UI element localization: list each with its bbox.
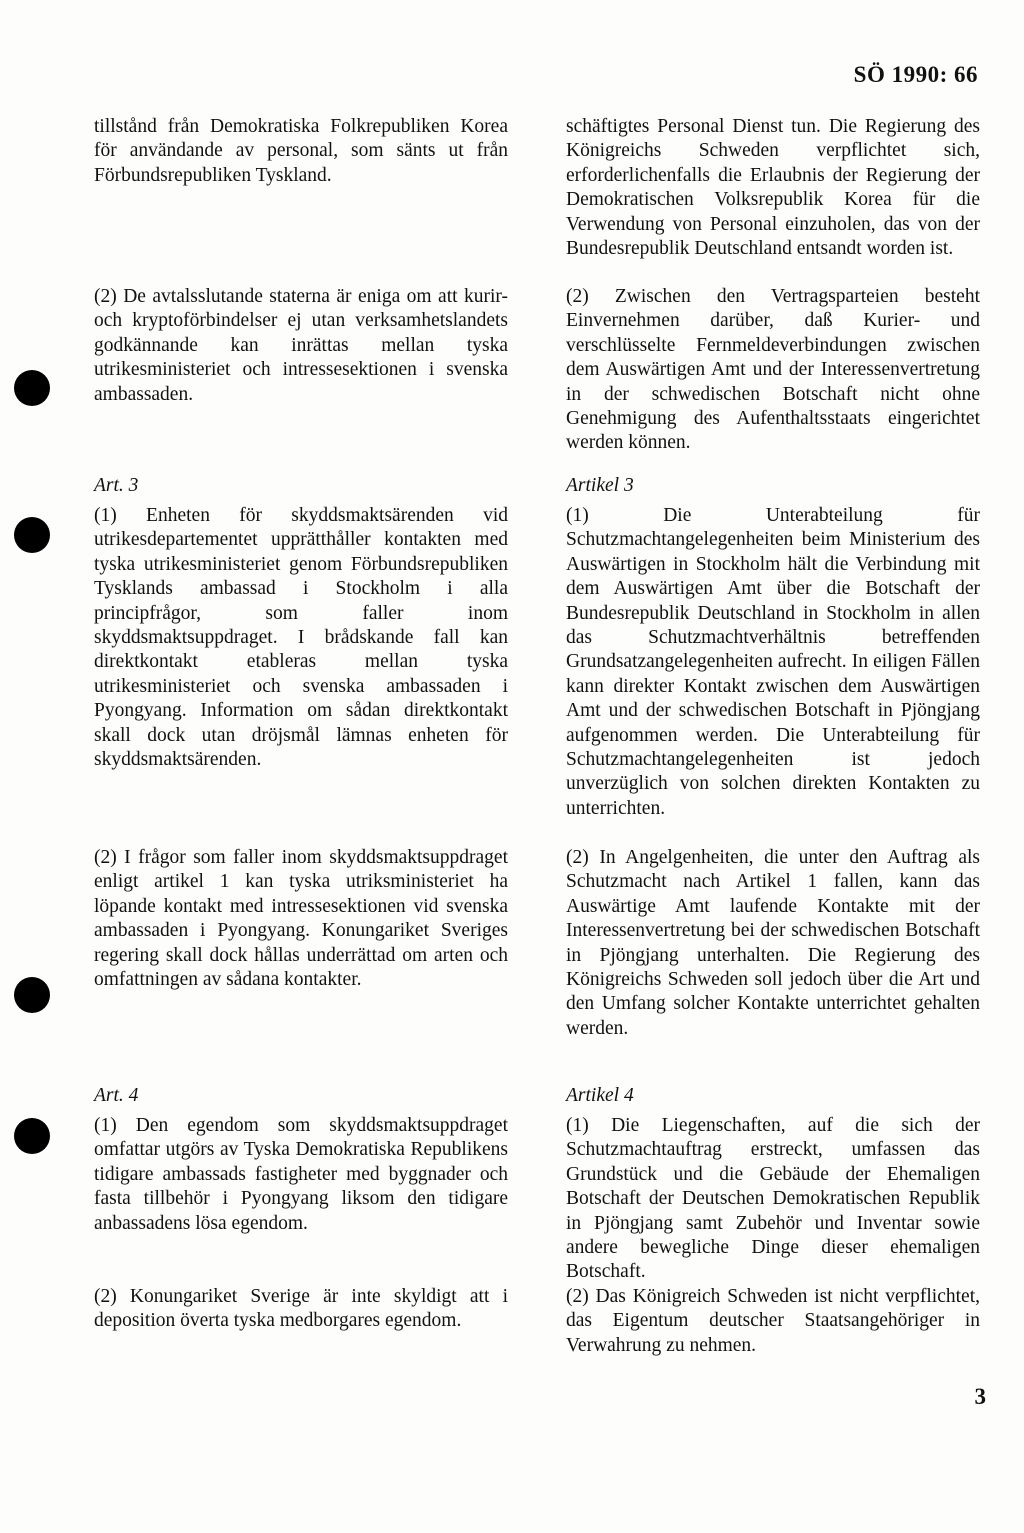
german-article4-heading: Artikel 4: [566, 1085, 634, 1106]
swedish-article3-paragraph2: (2) I frågor som faller inom skyddsmaktsuppdraget enligt artikel 1 kan tyska utriksministeriet ha löpande kontakt med intressesektionen vid svenska ambassaden i Pyongyang. Konungariket Sveriges regering skall dock hållas underrättad om arten och omfattningen av sådana kontakter.: [94, 847, 508, 991]
german-article3-paragraph1: (1) Die Unterabteilung für Schutzmachtangelegenheiten beim Ministerium des Auswärtigen in Stockholm hält die Verbindung mit dem Auswärtigen Amt über die Botschaft der Bundesrepublik Deutschland in Stockholm in allen das Schutzmachtverhältnis betreffenden Grundsatzangelegenheiten aufrecht. In eiligen Fällen kann direkter Kontakt zwischen dem Auswärtigen Amt und der schwedischen Botschaft in Pjöngjang aufgenommen werden. Die Unterabteilung für Schutzmachtangelegenheiten ist jedoch unverzüglich von solchen direkten Kontakten zu unterrichten.: [566, 505, 980, 819]
german-column: [566, 0, 980, 1533]
german-article2-paragraph2: (2) Zwischen den Vertragsparteien besteht Einvernehmen darüber, daß Kurier- und verschlüsselte Fernmeldeverbindungen zwischen dem Auswärtigen Amt und der Interessenvertretung in der schwedischen Botschaft nicht ohne Genehmigung des Aufenthaltsstaats eingerichtet werden können.: [566, 286, 980, 454]
swedish-intro-paragraph: tillstånd från Demokratiska Folkrepubliken Korea för användande av personal, som sänts ut från Förbundsrepubliken Tyskland.: [94, 116, 508, 186]
swedish-article3-heading: Art. 3: [94, 475, 139, 496]
page-number: 3: [974, 1384, 986, 1409]
german-article3-paragraph2: (2) In Angelgenheiten, die unter den Auftrag als Schutzmacht nach Artikel 1 fallen, kann das Auswärtige Amt laufende Kontakte mit der Interessenvertretung bei der schwedischen Botschaft in Pjöngjang unterhalten. Die Regierung des Königreichs Schweden soll jedoch über die Art und den Umfang solcher Kontakte unterrichtet gehalten werden.: [566, 847, 980, 1039]
german-intro-paragraph: schäftigtes Personal Dienst tun. Die Regierung des Königreichs Schweden verpflichtet sich, erforderlichenfalls die Erlaubnis der Regierung der Demokratischen Volksrepublik Korea für die Verwendung von Personal einzuholen, das von der Bundesrepublik Deutschland entsandt worden ist.: [566, 116, 980, 260]
german-article4-paragraph2: (2) Das Königreich Schweden ist nicht verpflichtet, das Eigentum deutscher Staatsangehöriger in Verwahrung zu nehmen.: [566, 1286, 980, 1356]
german-article4-paragraph1: (1) Die Liegenschaften, auf die sich der Schutzmachtauftrag erstreckt, umfassen das Grundstück und die Gebäude der Ehemaligen Botschaft der Deutschen Demokratischen Republik in Pjöngjang samt Zubehör und Inventar sowie andere bewegliche Dinge dieser ehemaligen Botschaft.: [566, 1115, 980, 1283]
binder-hole-3: [14, 977, 50, 1013]
swedish-column: [94, 0, 508, 1533]
binder-hole-1: [14, 370, 50, 406]
binder-hole-4: [14, 1118, 50, 1154]
swedish-article4-paragraph2: (2) Konungariket Sverige är inte skyldigt att i deposition överta tyska medborgares egendom.: [94, 1286, 508, 1332]
german-article3-heading: Artikel 3: [566, 475, 634, 496]
swedish-article4-paragraph1: (1) Den egendom som skyddsmaktsuppdraget omfattar utgörs av Tyska Demokratiska Republikens tidigare ambassads fastigheter med byggnader och fasta tillbehör i Pyongyang liksom den tidigare anbassadens lösa egendom.: [94, 1115, 508, 1234]
binder-hole-2: [14, 517, 50, 553]
document-code: SÖ 1990: 66: [853, 62, 978, 87]
swedish-article3-paragraph1: (1) Enheten för skyddsmaktsärenden vid utrikesdepartementet upprätthåller kontakten med tyska utrikesministeriet genom Förbundsrepubliken Tysklands ambassad i Stockholm i alla principfrågor, som faller inom skyddsmaktsuppdraget. I brådskande fall kan direktkontakt etableras mellan tyska utrikesministeriet och svenska ambassaden i Pyongyang. Information om sådan direktkontakt skall dock utan dröjsmål lämnas enheten för skyddsmaktsärenden.: [94, 505, 508, 771]
swedish-article4-heading: Art. 4: [94, 1085, 139, 1106]
swedish-article2-paragraph2: (2) De avtalsslutande staterna är eniga om att kurir- och kryptoförbindelser ej utan verksamhetslandets godkännande kan inrättas mellan tyska utrikesministeriet och intressesektionen i svenska ambassaden.: [94, 286, 508, 405]
